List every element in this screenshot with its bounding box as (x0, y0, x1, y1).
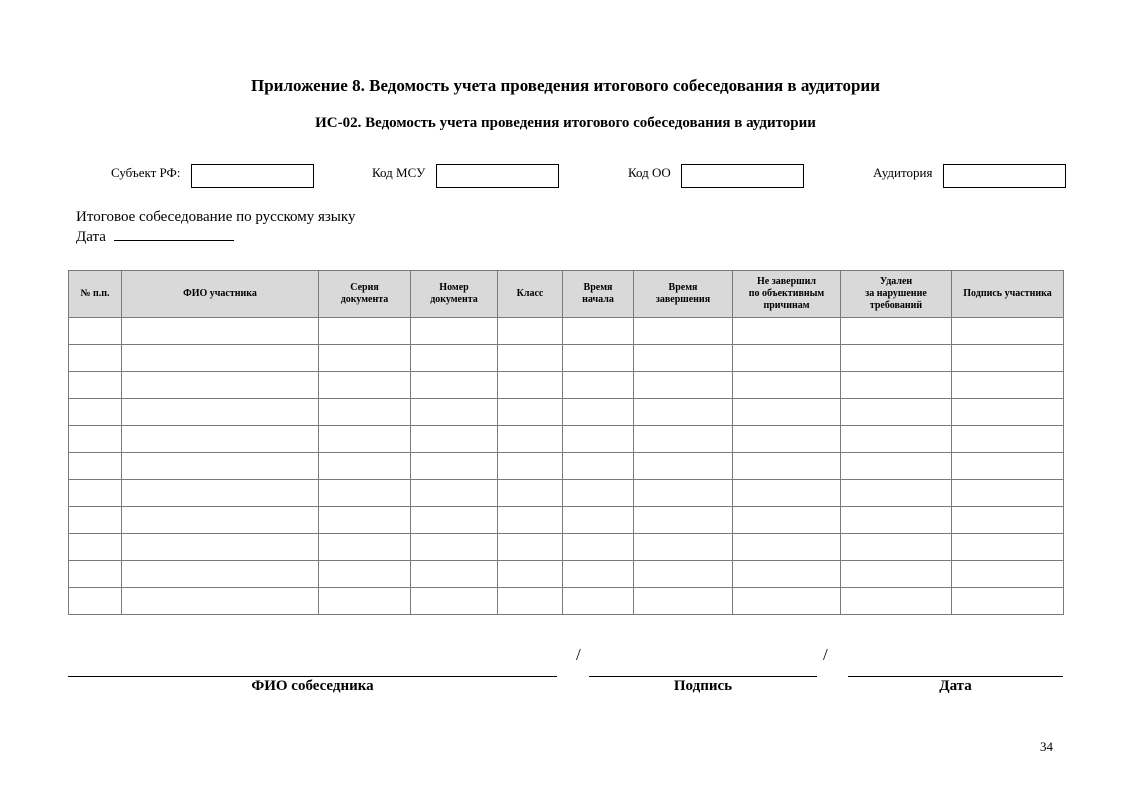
interviewer-name-label: ФИО собеседника (251, 678, 374, 694)
table-header-row (69, 271, 1064, 318)
column-header: Время начала (563, 271, 634, 318)
table-cell[interactable] (634, 507, 733, 534)
table-cell[interactable] (563, 561, 634, 588)
table-cell[interactable] (634, 372, 733, 399)
column-header: Не завершил по объективным причинам (733, 271, 841, 318)
table-cell[interactable] (563, 426, 634, 453)
column-header: ФИО участника (122, 271, 319, 318)
table-cell[interactable] (952, 399, 1064, 426)
date-line (76, 228, 234, 246)
table-cell[interactable] (841, 453, 952, 480)
table-cell[interactable] (122, 318, 319, 345)
msu-code-label: Код МСУ (372, 165, 426, 180)
table-cell[interactable] (411, 561, 498, 588)
table-cell[interactable] (841, 480, 952, 507)
table-cell[interactable] (563, 318, 634, 345)
signature-line[interactable] (589, 676, 817, 677)
table-cell[interactable] (69, 453, 122, 480)
table-cell[interactable] (411, 507, 498, 534)
date-label-bottom: Дата (939, 678, 972, 694)
table-cell[interactable] (733, 534, 841, 561)
table-cell[interactable] (952, 372, 1064, 399)
table-cell[interactable] (634, 318, 733, 345)
table-row (69, 426, 1064, 453)
table-cell[interactable] (733, 345, 841, 372)
table-cell[interactable] (319, 318, 411, 345)
table-cell[interactable] (952, 588, 1064, 615)
table-cell[interactable] (319, 372, 411, 399)
table-cell[interactable] (319, 453, 411, 480)
attendance-table (68, 270, 1064, 615)
table-cell[interactable] (69, 372, 122, 399)
table-cell[interactable] (122, 372, 319, 399)
table-cell[interactable] (122, 453, 319, 480)
table-cell[interactable] (122, 588, 319, 615)
table-cell[interactable] (634, 453, 733, 480)
date-blank[interactable] (114, 228, 234, 241)
table-cell[interactable] (563, 480, 634, 507)
table-cell[interactable] (498, 507, 563, 534)
table-cell[interactable] (498, 345, 563, 372)
table-cell[interactable] (634, 345, 733, 372)
table-cell[interactable] (952, 318, 1064, 345)
table-cell[interactable] (563, 507, 634, 534)
table-row (69, 534, 1064, 561)
msu-code-field[interactable] (436, 164, 559, 188)
table-cell[interactable] (498, 534, 563, 561)
table-cell[interactable] (563, 372, 634, 399)
table-cell[interactable] (952, 480, 1064, 507)
table-cell[interactable] (498, 426, 563, 453)
table-cell[interactable] (319, 507, 411, 534)
room-label: Аудитория (873, 165, 933, 180)
table-cell[interactable] (634, 426, 733, 453)
table-cell[interactable] (411, 426, 498, 453)
column-header: Класс (498, 271, 563, 318)
table-cell[interactable] (122, 507, 319, 534)
signature-label: Подпись (673, 678, 733, 694)
column-header: Удален за нарушение требований (841, 271, 952, 318)
table-row (69, 318, 1064, 345)
table-cell[interactable] (563, 588, 634, 615)
table-cell[interactable] (733, 480, 841, 507)
table-row (69, 588, 1064, 615)
table-cell[interactable] (952, 534, 1064, 561)
table-row (69, 480, 1064, 507)
table-cell[interactable] (733, 507, 841, 534)
table-row (69, 399, 1064, 426)
column-header: Время завершения (634, 271, 733, 318)
table-cell[interactable] (69, 426, 122, 453)
table-cell[interactable] (122, 345, 319, 372)
table-cell[interactable] (498, 399, 563, 426)
table-cell[interactable] (122, 399, 319, 426)
interviewer-name-line[interactable] (68, 676, 557, 677)
separator-slash: / (576, 645, 581, 664)
column-header: № п.п. (69, 271, 122, 318)
table-cell[interactable] (69, 588, 122, 615)
table-cell[interactable] (841, 345, 952, 372)
table-cell[interactable] (634, 588, 733, 615)
table-cell[interactable] (319, 480, 411, 507)
table-cell[interactable] (122, 480, 319, 507)
table-cell[interactable] (411, 480, 498, 507)
column-header: Серия документа (319, 271, 411, 318)
table-cell[interactable] (69, 534, 122, 561)
table-cell[interactable] (498, 561, 563, 588)
document-subtitle: ИС-02. Ведомость учета проведения итогового собеседования в аудитории (315, 115, 816, 131)
table-cell[interactable] (411, 588, 498, 615)
table-cell[interactable] (733, 453, 841, 480)
table-cell[interactable] (69, 399, 122, 426)
table-cell[interactable] (69, 345, 122, 372)
table-row (69, 345, 1064, 372)
table-cell[interactable] (69, 480, 122, 507)
document-title: Приложение 8. Ведомость учета проведения итогового собеседования в аудитории (250, 76, 880, 95)
table-cell[interactable] (411, 534, 498, 561)
table-cell[interactable] (952, 561, 1064, 588)
table-cell[interactable] (841, 426, 952, 453)
region-label: Субъект РФ: (111, 165, 181, 180)
table-cell[interactable] (733, 561, 841, 588)
table-cell[interactable] (122, 561, 319, 588)
oo-code-label: Код ОО (628, 165, 671, 180)
table-cell[interactable] (69, 507, 122, 534)
table-cell[interactable] (411, 372, 498, 399)
separator-slash: / (823, 645, 828, 664)
table-cell[interactable] (841, 372, 952, 399)
table-cell[interactable] (841, 588, 952, 615)
table-cell[interactable] (841, 534, 952, 561)
column-header: Номер документа (411, 271, 498, 318)
table-cell[interactable] (634, 534, 733, 561)
table-cell[interactable] (319, 399, 411, 426)
table-cell[interactable] (319, 345, 411, 372)
table-cell[interactable] (952, 426, 1064, 453)
table-row (69, 372, 1064, 399)
table-cell[interactable] (634, 480, 733, 507)
table-cell[interactable] (841, 561, 952, 588)
table-cell[interactable] (319, 426, 411, 453)
table-cell[interactable] (733, 399, 841, 426)
table-cell[interactable] (411, 345, 498, 372)
table-cell[interactable] (733, 318, 841, 345)
oo-code-field[interactable] (681, 164, 804, 188)
table-row (69, 453, 1064, 480)
table-cell[interactable] (841, 318, 952, 345)
table-cell[interactable] (563, 399, 634, 426)
table-cell[interactable] (498, 453, 563, 480)
column-header: Подпись участника (952, 271, 1064, 318)
table-cell[interactable] (733, 588, 841, 615)
table-cell[interactable] (498, 480, 563, 507)
exam-subject-line: Итоговое собеседование по русскому языку (76, 209, 356, 225)
date-signature-line[interactable] (848, 676, 1063, 677)
table-cell[interactable] (563, 453, 634, 480)
table-cell[interactable] (733, 372, 841, 399)
table-cell[interactable] (634, 561, 733, 588)
region-field[interactable] (191, 164, 314, 188)
table-cell[interactable] (952, 507, 1064, 534)
table-cell[interactable] (952, 453, 1064, 480)
table-cell[interactable] (411, 399, 498, 426)
table-cell[interactable] (634, 399, 733, 426)
table-cell[interactable] (563, 534, 634, 561)
table-row (69, 561, 1064, 588)
table-cell[interactable] (319, 534, 411, 561)
table-cell[interactable] (69, 561, 122, 588)
table-cell[interactable] (841, 507, 952, 534)
date-label: Дата (76, 229, 106, 245)
table-cell[interactable] (69, 318, 122, 345)
table-cell[interactable] (122, 426, 319, 453)
table-cell[interactable] (319, 588, 411, 615)
table-cell[interactable] (498, 588, 563, 615)
table-cell[interactable] (498, 372, 563, 399)
table-cell[interactable] (411, 318, 498, 345)
room-field[interactable] (943, 164, 1066, 188)
table-cell[interactable] (411, 453, 498, 480)
table-row (69, 507, 1064, 534)
page-number: 34 (1040, 739, 1053, 754)
table-cell[interactable] (952, 345, 1064, 372)
table-cell[interactable] (563, 345, 634, 372)
table-cell[interactable] (498, 318, 563, 345)
table-cell[interactable] (733, 426, 841, 453)
table-cell[interactable] (122, 534, 319, 561)
table-cell[interactable] (841, 399, 952, 426)
table-cell[interactable] (319, 561, 411, 588)
